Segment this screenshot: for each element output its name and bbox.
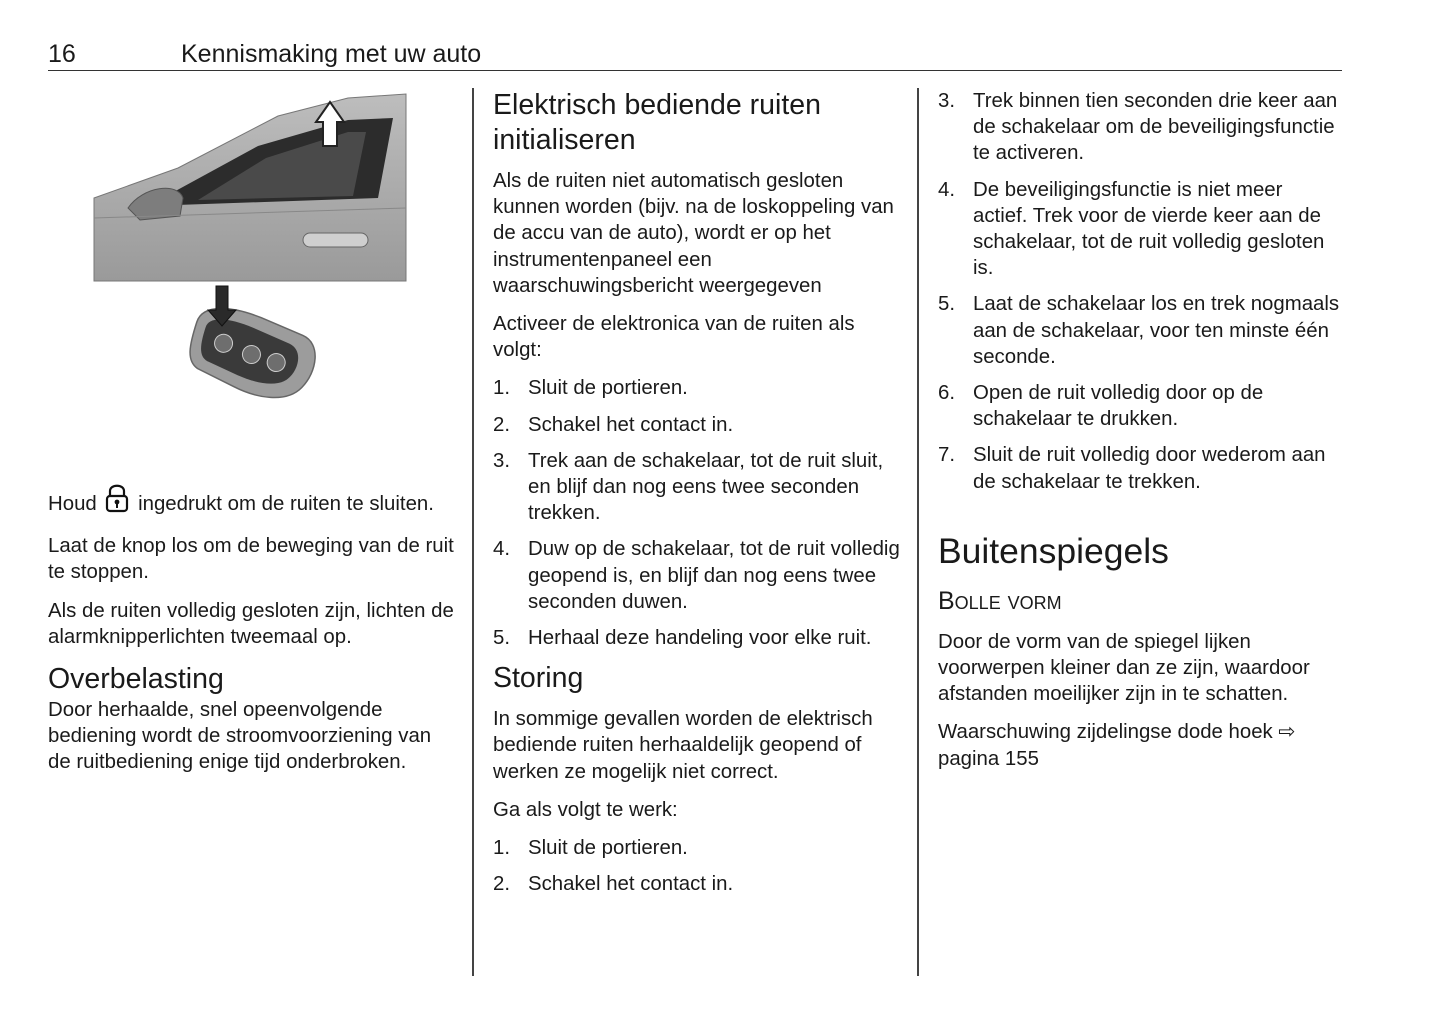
paragraph: Door de vorm van de spiegel lijken voorwerpen kleiner dan ze zijn, waardoor afstanden moeilijker zijn in te schatten. [938,630,1310,706]
step-list [493,375,905,651]
paragraph: Laat de knop los om de beweging van de ruit te stoppen. [48,535,454,584]
paragraph: Door herhaalde, snel opeenvolgende bediening wordt de stroomvoorziening van de ruitbediening enige tijd onderbroken. [48,699,432,774]
list-item: 3. Trek binnen tien seconden drie keer aan de schakelaar om de beveiligingsfunctie te activeren. [938,90,1338,165]
list-item: 5. Laat de schakelaar los en trek nogmaals aan de schakelaar, voor ten minste één seconde. [938,293,1340,368]
list-item: 1. Sluit de portieren. [493,837,688,860]
lock-instruction [48,482,456,521]
column-left [48,88,456,788]
cross-reference-link[interactable]: Waarschuwing zijdelingse dode hoek ⇨ pagina 155 [938,721,1296,770]
page-header [48,38,1342,71]
step-list [493,835,905,897]
list-item: 1. Sluit de portieren. [493,377,688,400]
list-item: 4. De beveiligingsfunctie is niet meer actief. Trek voor de vierde keer aan de schakelaar, tot de ruit volledig gesloten is. [938,178,1325,280]
paragraph: Activeer de elektronica van de ruiten als volgt: [493,313,855,362]
section-heading-init: Elektrisch bediende ruiten initialiseren [493,89,821,156]
list-item: 2. Schakel het contact in. [493,413,734,436]
list-item: 7. Sluit de ruit volledig door wederom aan de schakelaar te trekken. [938,444,1326,493]
step-list [938,88,1342,495]
column-divider [472,88,474,976]
paragraph: Als de ruiten niet automatisch gesloten kunnen worden (bijv. na de loskoppeling van de accu van de auto), wordt er op het instrumentenpaneel een waarschuwingsbericht weergegeven [493,170,894,297]
section-heading-mirrors: Buitenspiegels [938,530,1169,571]
paragraph: Ga als volgt te werk: [493,798,678,821]
list-item: 5. Herhaal deze handeling voor elke ruit. [493,627,872,650]
column-middle [493,88,905,907]
paragraph: In sommige gevallen worden de elektrisch bediende ruiten herhaaldelijk geopend of werken ze mogelijk niet correct. [493,708,873,783]
list-item: 6. Open de ruit volledig door op de schakelaar te drukken. [938,382,1264,431]
lock-text-before: Houd [48,493,97,515]
paragraph: Als de ruiten volledig gesloten zijn, lichten de alarmknipperlichten tweemaal op. [48,599,454,648]
section-heading-fault: Storing [493,662,584,695]
lock-text-after: ingedrukt om de ruiten te sluiten. [138,493,434,515]
page-number: 16 [48,40,76,68]
key-fob-icon [48,88,456,468]
column-right [938,88,1342,784]
list-item: 4. Duw op de schakelaar, tot de ruit volledig geopend is, en blijf dan nog eens twee seconden duwen. [493,538,900,613]
subheading-convex: Bolle vorm [938,586,1062,615]
lock-icon [104,482,130,521]
list-item: 2. Schakel het contact in. [493,873,734,896]
list-item: 3. Trek aan de schakelaar, tot de ruit sluit, en blijf dan nog eens twee seconden trekken. [493,449,884,525]
chapter-title: Kennismaking met uw auto [181,40,482,68]
section-heading-overload: Overbelasting [48,663,224,696]
column-divider [917,88,919,976]
illustration [48,88,456,468]
